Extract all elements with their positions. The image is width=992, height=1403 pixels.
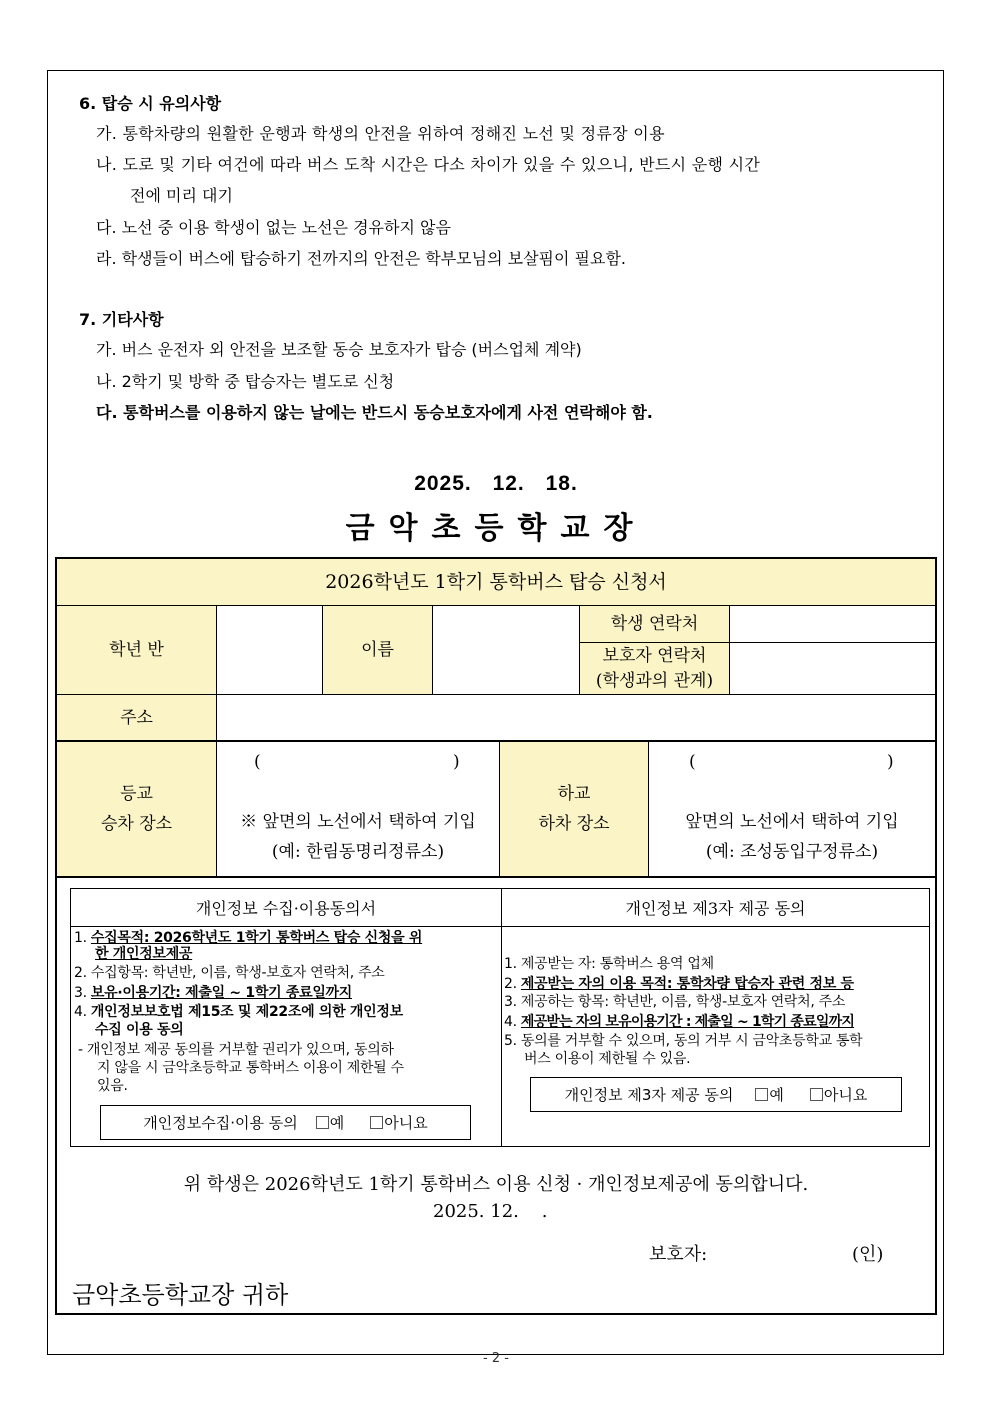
consent-table [70, 888, 930, 1147]
student-contact-label: 학생 연락처 [580, 606, 729, 642]
guardian-contact-text: 보호자 연락처 [602, 645, 707, 666]
third-item-5-cont: 버스 이용이 제한될 수 있음. [524, 1051, 691, 1067]
collect-note-3: 있음. [97, 1078, 128, 1094]
collect-item-2: 2. 수집항목: 학년반, 이름, 학생-보호자 연락처, 주소 [74, 965, 385, 981]
collect-item-3 [74, 985, 352, 1001]
collect-yes-checkbox[interactable] [316, 1116, 329, 1129]
grid-line [57, 694, 935, 695]
section6-title: 6. 탑승 시 유의사항 [79, 94, 222, 113]
section7-title: 7. 기타사항 [79, 310, 164, 329]
alighting-example: (예: 조성동입구정류소) [705, 842, 879, 862]
third-item-3: 3. 제공하는 항목: 학년반, 이름, 학생-보호자 연락처, 주소 [504, 994, 846, 1010]
third-no-option[interactable] [810, 1084, 867, 1105]
boarding-paren-close: ) [453, 752, 460, 772]
student-contact-input[interactable] [730, 606, 935, 642]
guardian-label: 보호자: [649, 1244, 708, 1265]
guardian-contact-input[interactable] [730, 643, 935, 694]
collect-note-2: 지 않을 시 금악초등학교 통학버스 이용이 제한될 수 [97, 1060, 404, 1076]
seal-mark: (인) [852, 1244, 884, 1265]
boarding-label [57, 741, 216, 876]
grid-line [729, 605, 730, 694]
third-item-4-text: 제공받는 자의 보유이용기간 : 제출일 ~ 1학기 종료일까지 [520, 1014, 855, 1030]
addressee: 금악초등학교장 귀하 [72, 1281, 289, 1309]
collect-no-option[interactable] [370, 1112, 427, 1133]
grid-line [57, 605, 935, 606]
grid-line [648, 740, 649, 876]
collect-item-1-num: 1. [74, 930, 87, 946]
address-label: 주소 [57, 695, 216, 740]
section7-item-da: 다. 통학버스를 이용하지 않는 날에는 반드시 동승보호자에게 사전 연락해야 함. [96, 403, 653, 422]
grid-line [579, 605, 580, 694]
alighting-label [500, 741, 648, 876]
alighting-paren-close: ) [887, 752, 894, 772]
third-agree-label: 개인정보 제3자 제공 동의 [564, 1086, 734, 1104]
collect-item-3-text: 보유·이용기간: 제출일 ~ 1학기 종료일까지 [90, 985, 352, 1001]
section6-item-na: 나. 도로 및 기타 여건에 따라 버스 도착 시간은 다소 차이가 있을 수 있으니, 반드시 운행 시간 [96, 155, 761, 174]
collect-agree-box [100, 1105, 471, 1140]
section6-item-da: 다. 노선 중 이용 학생이 없는 노선은 경유하지 않음 [96, 218, 451, 237]
third-no-checkbox[interactable] [810, 1088, 823, 1101]
boarding-input[interactable] [217, 741, 499, 876]
third-yes-label: 예 [769, 1086, 784, 1104]
collect-item-4-cont: 수집 이용 동의 [95, 1022, 184, 1038]
collect-item-1 [74, 930, 422, 946]
third-party-consent-header: 개인정보 제3자 제공 동의 [625, 899, 806, 918]
collect-no-checkbox[interactable] [370, 1116, 383, 1129]
third-item-4-num: 4. [504, 1014, 517, 1030]
alighting-paren-open: ( [689, 752, 696, 772]
grid-line [499, 740, 500, 876]
grid-line [432, 605, 433, 694]
third-item-2 [504, 976, 854, 992]
alighting-hint: 앞면의 노선에서 택하여 기입 [685, 812, 899, 832]
collect-item-4 [74, 1004, 403, 1020]
collect-item-4-num: 4. [74, 1004, 87, 1020]
boarding-hint: ※ 앞면의 노선에서 택하여 기입 [240, 812, 476, 832]
name-label: 이름 [323, 606, 432, 694]
grade-class-label: 학년 반 [57, 606, 216, 694]
form-title: 2026학년도 1학기 통학버스 탑승 신청서 [57, 559, 935, 605]
collect-agree-label: 개인정보수집·이용 동의 [143, 1114, 298, 1132]
third-yes-checkbox[interactable] [755, 1088, 768, 1101]
grid-line [216, 605, 217, 876]
alighting-label-1: 하교 [557, 783, 591, 804]
boarding-example: (예: 한림동명리정류소) [271, 842, 445, 862]
grid-line [580, 642, 935, 643]
guardian-signature-field[interactable] [720, 1240, 850, 1264]
third-agree-box [530, 1077, 902, 1112]
grid-line [57, 876, 935, 878]
boarding-label-2: 승차 장소 [100, 813, 173, 834]
section7-item-ga: 가. 버스 운전자 외 안전을 보조할 동승 보호자가 탑승 (버스업체 계약) [96, 340, 582, 359]
collect-item-1-cont: 한 개인정보제공 [95, 946, 193, 962]
consent-header-line [71, 926, 929, 927]
section6-item-na-cont: 전에 미리 대기 [130, 186, 233, 205]
collect-item-1-text: 수집목적: 2026학년도 1학기 통학버스 탑승 신청을 위 [90, 930, 423, 946]
section7-item-na: 나. 2학기 및 방학 중 탑승자는 별도로 신청 [96, 372, 395, 391]
third-item-2-text: 제공받는 자의 이용 목적: 통학차량 탑승자 관련 정보 등 [520, 976, 854, 992]
grid-line [57, 740, 935, 742]
collect-item-3-num: 3. [74, 985, 87, 1001]
alighting-input[interactable] [649, 741, 935, 876]
page-number: - 2 - [483, 1351, 509, 1366]
collect-yes-label: 예 [329, 1114, 345, 1132]
third-no-label: 아니요 [823, 1086, 868, 1104]
issue-date: 2025. 12. 18. [414, 472, 578, 495]
collect-item-4-text: 개인정보보호법 제15조 및 제22조에 의한 개인정보 [90, 1004, 403, 1020]
alighting-label-2: 하차 장소 [538, 813, 610, 834]
collect-no-label: 아니요 [384, 1114, 428, 1132]
name-input[interactable] [433, 606, 579, 694]
guardian-contact-label [580, 643, 729, 694]
consent-statement: 위 학생은 2026학년도 1학기 통학버스 이용 신청 · 개인정보제공에 동의합니다. [183, 1174, 809, 1195]
collect-consent-header: 개인정보 수집·이용동의서 [195, 899, 377, 918]
consent-divider [501, 889, 502, 1146]
third-yes-option[interactable] [755, 1084, 784, 1105]
collect-yes-option[interactable] [316, 1112, 345, 1133]
collect-note-1: - 개인정보 제공 동의를 거부할 권리가 있으며, 동의하 [78, 1042, 394, 1058]
sign-date: 2025. 12. . [433, 1201, 548, 1222]
third-item-1: 1. 제공받는 자: 통학버스 용역 업체 [504, 956, 714, 972]
section6-item-ga: 가. 통학차량의 원활한 운행과 학생의 안전을 위하여 정해진 노선 및 정류장 이용 [96, 124, 665, 143]
guardian-relation-text: (학생과의 관계) [595, 670, 714, 691]
boarding-paren-open: ( [254, 752, 261, 772]
third-item-4 [504, 1014, 854, 1030]
third-item-2-num: 2. [504, 976, 517, 992]
issuer-title: 금악초등학교장 [345, 511, 647, 546]
grid-line [322, 605, 323, 694]
boarding-label-1: 등교 [120, 783, 153, 804]
section6-item-ra: 라. 학생들이 버스에 탑승하기 전까지의 안전은 학부모님의 보살핌이 필요함. [96, 249, 626, 268]
address-input[interactable] [217, 695, 935, 740]
third-item-5: 5. 동의를 거부할 수 있으며, 동의 거부 시 금악초등학교 통학 [504, 1033, 863, 1049]
grade-class-input[interactable] [217, 606, 322, 694]
